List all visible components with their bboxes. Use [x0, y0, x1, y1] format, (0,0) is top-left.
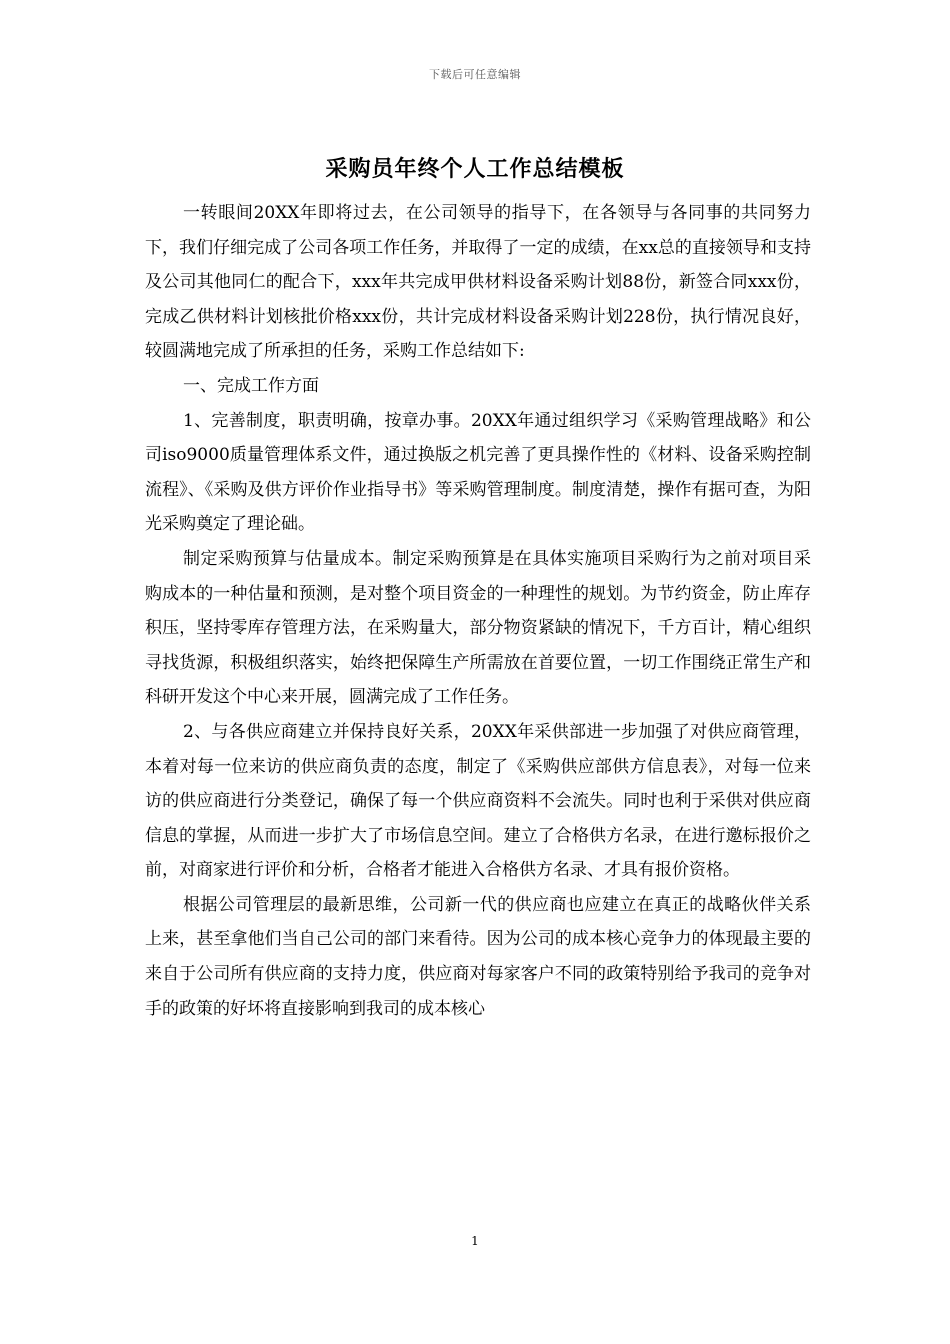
section-heading-completed-work: 一、完成工作方面: [183, 375, 319, 396]
document-title: 采购员年终个人工作总结模板: [325, 156, 625, 182]
page-header-note: 下载后可任意编辑: [429, 68, 521, 81]
paragraph-system-improvement: 1、完善制度，职责明确，按章办事。20XX年通过组织学习《采购管理战略》和公司iso9000质量管理体系文件，通过换版之机完善了更具操作性的《材料、设备采购控制流程》、《采购及供方评价作业指导书》等采购管理制度。制度清楚，操作有据可查，为阳光采购奠定了理论础。: [145, 410, 811, 535]
paragraph-intro: 一转眼间20XX年即将过去，在公司领导的指导下，在各领导与各同事的共同努力下，我们仔细完成了公司各项工作任务，并取得了一定的成绩，在xx总的直接领导和支持及公司其他同仁的配合下，xxx年共完成甲供材料设备采购计划88份，新签合同xxx份，完成乙供材料计划核批价格xxx份，共计完成材料设备采购计划228份，执行情况良好，较圆满地完成了所承担的任务，采购工作总结如下:: [145, 203, 811, 362]
page-number: 1: [471, 1234, 479, 1248]
paragraph-budget-planning: 制定采购预算与估量成本。制定采购预算是在具体实施项目采购行为之前对项目采购成本的一种估量和预测，是对整个项目资金的一种理性的规划。为节约资金，防止库存积压，坚持零库存管理方法，在采购量大，部分物资紧缺的情况下，千方百计，精心组织寻找货源，积极组织落实，始终把保障生产所需放在首要位置，一切工作围绕正常生产和科研开发这个中心来开展，圆满完成了工作任务。: [145, 548, 811, 708]
paragraph-strategic-partnership: 根据公司管理层的最新思维，公司新一代的供应商也应建立在真正的战略伙伴关系上来，甚至拿他们当自己公司的部门来看待。因为公司的成本核心竞争力的体现最主要的来自于公司所有供应商的支持力度，供应商对每家客户不同的政策特别给予我司的竞争对手的政策的好坏将直接影响到我司的成本核心: [145, 894, 811, 1019]
document-body: [145, 196, 811, 1026]
paragraph-supplier-relations: 2、与各供应商建立并保持良好关系，20XX年采供部进一步加强了对供应商管理，本着对每一位来访的供应商负责的态度，制定了《采购供应部供方信息表》，对每一位来访的供应商进行分类登记，确保了每一个供应商资料不会流失。同时也利于采供对供应商信息的掌握，从而进一步扩大了市场信息空间。建立了合格供方名录，在进行邀标报价之前，对商家进行评价和分析，合格者才能进入合格供方名录、才具有报价资格。: [145, 721, 811, 881]
